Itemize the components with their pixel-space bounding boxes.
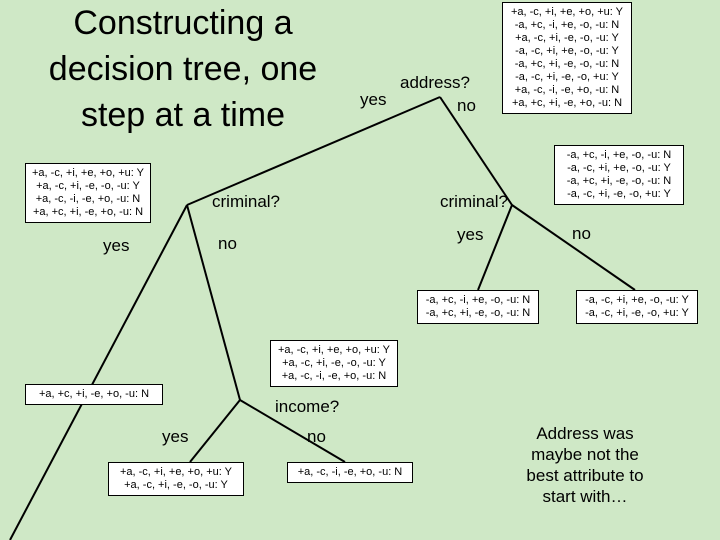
edge-no-criminal-yes: [478, 205, 512, 290]
example-row: -a, +c, -i, +e, -o, -u: N: [514, 19, 620, 31]
example-row: +a, -c, +i, +e, +o, +u: Y: [32, 167, 145, 179]
income-no-examples-box: [287, 462, 413, 483]
root-no-label: no: [457, 96, 476, 115]
example-row: -a, +c, +i, -e, -o, -u: N: [425, 307, 531, 319]
no-branch-no-examples-box: [576, 290, 698, 324]
no-branch-yes-examples-box: [417, 290, 539, 324]
example-row: +a, -c, +i, -e, -o, -u: Y: [282, 357, 386, 369]
income-question: income?: [275, 397, 340, 416]
example-row: +a, -c, +i, +e, +o, +u: Y: [277, 344, 390, 356]
slide-title: [18, 0, 348, 138]
example-row: +a, -c, -i, -e, +o, -u: N: [35, 193, 141, 205]
example-row: +a, +c, +i, -e, +o, -u: N: [32, 206, 144, 218]
example-row: +a, -c, -i, -e, +o, -u: N: [514, 84, 620, 96]
yes-branch-yes-label: yes: [103, 236, 130, 255]
example-row: -a, -c, +i, +e, -o, -u: Y: [585, 294, 689, 306]
conclusion-note: [510, 423, 660, 507]
no-branch-yes-label: yes: [457, 225, 484, 244]
example-row: +a, -c, +i, +e, +o, +u: Y: [510, 6, 623, 18]
example-row: +a, -c, +i, -e, -o, -u: Y: [124, 479, 228, 491]
no-branch-no-label: no: [572, 224, 591, 243]
example-row: +a, -c, -i, -e, +o, -u: N: [281, 370, 387, 382]
title-line: decision tree, one: [48, 50, 318, 88]
income-no-label: no: [307, 427, 326, 446]
example-row: +a, +c, +i, -e, +o, -u: N: [511, 97, 623, 109]
title-line: Constructing a: [73, 4, 293, 42]
root-examples-box: [502, 2, 632, 114]
root-yes-label: yes: [360, 90, 387, 109]
income-yes-examples-box: [108, 462, 244, 496]
example-row: -a, -c, +i, +e, -o, -u: Y: [567, 162, 671, 174]
example-row: -a, +c, +i, -e, -o, -u: N: [514, 58, 620, 70]
yes-branch-no-examples-box: [270, 340, 398, 387]
example-row: -a, +c, +i, -e, -o, -u: N: [566, 175, 672, 187]
note-line: start with…: [542, 487, 628, 506]
yes-branch-no-label: no: [218, 234, 237, 253]
example-row: -a, +c, -i, +e, -o, -u: N: [425, 294, 531, 306]
example-row: +a, +c, +i, -e, +o, -u: N: [38, 388, 150, 400]
note-line: Address was: [536, 424, 634, 443]
example-row: +a, -c, -i, -e, +o, -u: N: [297, 466, 403, 478]
income-yes-label: yes: [162, 427, 189, 446]
example-row: -a, -c, +i, -e, -o, +u: Y: [585, 307, 689, 319]
example-row: -a, -c, +i, -e, -o, +u: Y: [567, 188, 671, 200]
note-line: best attribute to: [526, 466, 644, 485]
yes-branch-question: criminal?: [212, 192, 281, 211]
example-row: -a, -c, +i, -e, -o, +u: Y: [515, 71, 619, 83]
edge-no-criminal-no: [512, 205, 635, 290]
no-branch-examples-box: [554, 145, 684, 205]
root-question: address?: [400, 73, 470, 92]
edge-income-yes: [190, 400, 240, 462]
note-line: maybe not the: [531, 445, 639, 464]
example-row: +a, -c, +i, +e, +o, +u: Y: [119, 466, 232, 478]
no-branch-question: criminal?: [440, 192, 509, 211]
yes-branch-yes-examples-box: [25, 384, 163, 405]
title-line: step at a time: [80, 96, 286, 134]
example-row: -a, -c, +i, +e, -o, -u: Y: [515, 45, 619, 57]
example-row: -a, +c, -i, +e, -o, -u: N: [566, 149, 672, 161]
yes-branch-examples-box: [25, 163, 151, 223]
example-row: +a, -c, +i, -e, -o, -u: Y: [36, 180, 140, 192]
example-row: +a, -c, +i, -e, -o, -u: Y: [515, 32, 619, 44]
